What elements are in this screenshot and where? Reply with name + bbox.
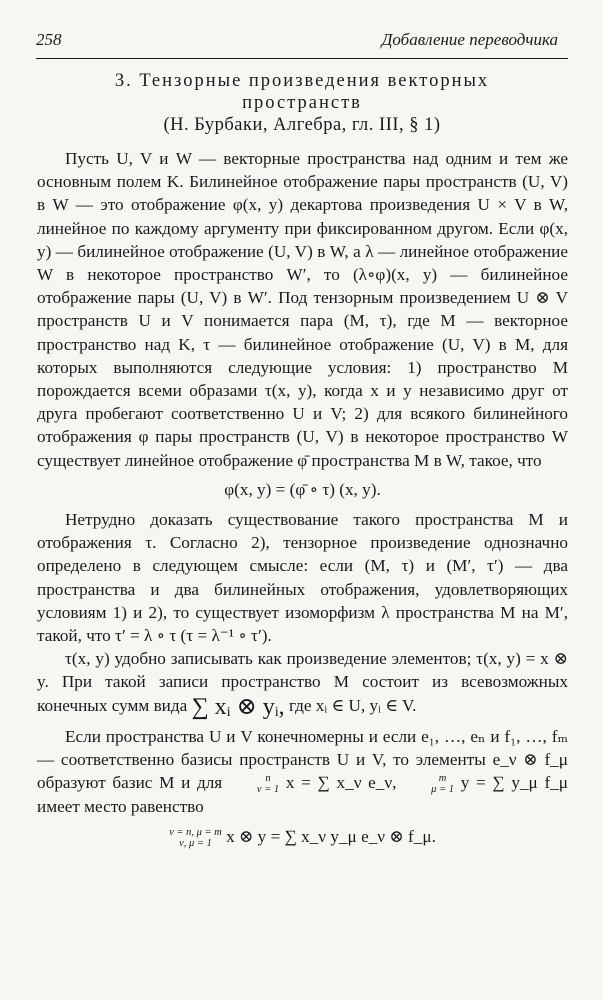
section-title — [36, 70, 568, 136]
paragraph-basis — [37, 725, 568, 819]
section-title-line-1: 3. Тензорные произведения векторных — [114, 71, 490, 91]
sum-y-upper: m — [438, 773, 447, 785]
paragraph-definition: Пусть U, V и W — векторные пространства над одним и тем же основным полем K. Билинейное отображение пары пространств (U, V) в W — это отображение φ(x, y) декартова произведения U × V в W, линейное по каждому аргументу при фиксированном другом. Если φ(x, y) — билинейное отображение (U, V) в W, а λ — линейное отображение W в некоторое пространство W′, то (λ∘φ)(x, y) — билинейное отображение пары (U, V) в W′. Под тензорным произведением U ⊗ V пространств U и V понимается пара (M, τ), где M — векторное пространство над K, τ — билинейное отображение (U, V) в M, для которых выполняются следующие условия: 1) пространство M порождается всеми образами τ(x, y), когда x и y независимо друг от друга пробегают соответственно U и V; 2) для всякого билинейного отображения φ пары пространств (U, V) в некоторое пространство W существует линейное отображение φ̄ пространства M в W, такое, что — [37, 149, 568, 470]
sum-x-upper: n — [265, 773, 271, 785]
running-title: Добавление переводчика — [381, 30, 558, 49]
body-text — [37, 147, 568, 849]
notation-membership: где xᵢ ∈ U, yᵢ ∈ V. — [288, 695, 417, 715]
tensor-product-expansion: x ⊗ y = ∑ x_ν y_μ e_ν ⊗ f_μ. — [226, 826, 436, 846]
notation-text: τ(x, y) удобно записывать как произведение элементов; τ(x, y) = x ⊗ y. При такой записи пространство M состоит из всевозможных конечных сумм вида — [37, 649, 568, 715]
section-title-source: (Н. Бурбаки, Алгебра, гл. III, § 1) — [163, 115, 441, 135]
formula-bilinear: φ(x, y) = (φ̄ ∘ τ) (x, y). — [224, 479, 381, 499]
formula-tensor-product — [37, 825, 568, 849]
x-expansion: x = ∑ x_ν e_ν, — [285, 773, 397, 793]
sum2-upper: ν = n, μ = m — [169, 826, 222, 838]
basis-text-3: имеет место равенство — [37, 797, 204, 817]
basis-text: Если пространства U и V конечномерны и если e₁, …, eₙ и f₁, …, fₘ — соответственно базисы пространств U и V, то элементы — [37, 726, 568, 770]
page-number: 258 — [36, 30, 62, 49]
sum-expression: ∑ xᵢ ⊗ yᵢ, — [191, 693, 285, 720]
basis-text-2: образуют базис M и для — [37, 773, 223, 793]
paragraph-notation — [37, 647, 568, 719]
page-header — [36, 28, 568, 59]
y-expansion: y = ∑ y_μ f_μ — [460, 773, 569, 793]
sum2-limits — [169, 827, 222, 849]
sum-y-limits — [403, 773, 454, 795]
basis-elements: e_ν ⊗ f_μ — [492, 750, 568, 770]
sum2-lower: ν, μ = 1 — [179, 837, 212, 849]
paragraph-uniqueness: Нетрудно доказать существование такого пространства M и отображения τ. Согласно 2), тензорное произведение однозначно определено в следующем смысле: если (M, τ) и (M′, τ′) — два пространства и два билинейных отображения, удовлетворяющих условиям 1) и 2), то существует изоморфизм λ пространства M на M′, такой, что τ′ = λ ∘ τ (τ = λ⁻¹ ∘ τ′). — [37, 510, 568, 646]
sum-x-limits — [229, 773, 279, 795]
sum-x-lower: ν = 1 — [256, 784, 280, 796]
section-title-line-2: пространств — [242, 93, 362, 113]
sum-y-lower: μ = 1 — [431, 784, 455, 796]
